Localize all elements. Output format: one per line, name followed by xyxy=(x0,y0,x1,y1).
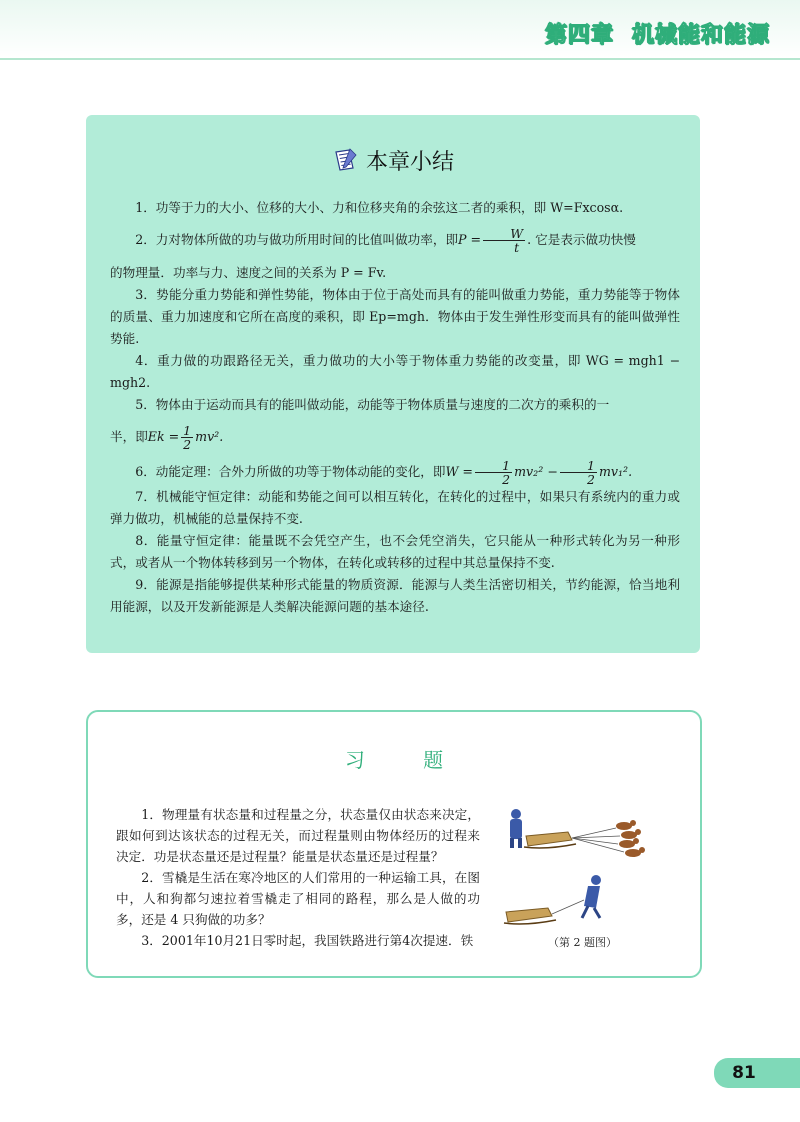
summary-item-2-text: 2．力对物体所做的功与做功所用时间的比值叫做功率，即 xyxy=(135,232,459,247)
notes-icon xyxy=(332,147,358,173)
theorem-formula-lhs: W = xyxy=(445,464,473,479)
summary-item-3: 3．势能分重力势能和弹性势能，物体由于位于高处而具有的能叫做重力势能，重力势能等于物体的质量、重力加速度和它所在高度的乘积，即 Ep=mgh．物体由于发生弹性形变而具有的能叫做弹性势能. xyxy=(110,287,680,346)
fraction-denominator: 2 xyxy=(587,472,595,487)
chapter-summary-box xyxy=(86,115,700,653)
fraction-numerator: 1 xyxy=(475,459,512,473)
sled-top-icon xyxy=(524,832,576,848)
chapter-number: 第四章 xyxy=(544,23,614,48)
theorem-formula-rhs: mv₁². xyxy=(598,464,633,479)
fraction-denominator: 2 xyxy=(183,437,192,452)
theorem-fraction-2 xyxy=(560,459,597,486)
exercise-question-3: 3．2001年10月21日零时起，我国铁路进行第4次提速．铁 xyxy=(141,933,474,948)
chapter-name: 机械能和能源 xyxy=(631,23,770,48)
exercises-box xyxy=(86,710,702,978)
sled-bottom-icon xyxy=(504,900,584,924)
fraction-denominator: t xyxy=(514,240,520,255)
summary-item-8: 8．能量守恒定律：能量既不会凭空产生，也不会凭空消失，它只能从一种形式转化为另一种形式，或者从一个物体转移到另一个物体，在转化或转移的过程中其总量保持不变. xyxy=(110,533,680,570)
summary-item-5-text: 半，即 xyxy=(110,429,148,444)
summary-item-7: 7．机械能守恒定律：动能和势能之间可以相互转化，在转化的过程中，如果只有系统内的重力或弹力做功，机械能的总量保持不变. xyxy=(110,489,680,526)
kinetic-formula-rhs: mv². xyxy=(195,429,224,444)
chapter-title xyxy=(545,18,770,49)
summary-item-6 xyxy=(110,459,680,486)
power-formula-lhs: P = xyxy=(458,232,482,247)
summary-heading xyxy=(86,145,700,176)
summary-item-5: 5．物体由于运动而具有的能叫做动能，动能等于物体质量与速度的二次方的乘积的一 xyxy=(135,397,610,412)
exercises-title: 习 题 xyxy=(344,748,470,772)
exercise-question-2: 2．雪橇是生活在寒冷地区的人们常用的一种运输工具，在图中，人和狗都匀速拉着雪橇走了相同的路程，那么是人做的功多，还是 4 只狗做的功多？ xyxy=(116,870,480,927)
person-pulling-icon xyxy=(582,875,601,918)
theorem-fraction-1 xyxy=(475,459,512,486)
theorem-formula-mid: mv₂² − xyxy=(514,464,558,479)
summary-item-5-cont xyxy=(110,424,680,451)
kinetic-fraction xyxy=(181,424,193,451)
fraction-numerator: W xyxy=(483,227,525,241)
fraction-denominator: 2 xyxy=(502,472,511,487)
summary-title-text: 本章小结 xyxy=(365,150,454,175)
person-standing-icon xyxy=(510,809,522,848)
summary-item-6-text: 6．动能定理：合外力所做的功等于物体动能的变化，即 xyxy=(135,464,446,479)
page-number: 81 xyxy=(732,1063,756,1083)
header-rule xyxy=(0,58,800,60)
summary-item-2 xyxy=(110,227,680,254)
sled-dogs-icon xyxy=(616,820,645,857)
tow-lines-icon xyxy=(572,828,624,852)
kinetic-formula-lhs: Ek = xyxy=(147,429,180,444)
fraction-numerator: 1 xyxy=(560,459,597,473)
summary-item-2-cont: 的物理量．功率与力、速度之间的关系为 P = Fv. xyxy=(110,265,387,280)
summary-item-9: 9．能源是指能够提供某种形式能量的物质资源．能源与人类生活密切相关，节约能源，恰当地利用能源，以及开发新能源是人类解决能源问题的基本途径. xyxy=(110,577,680,614)
exercise-question-1: 1．物理量有状态量和过程量之分，状态量仅由状态来决定，跟如何到达该状态的过程无关，而过程量则由物体经历的过程来决定．功是状态量还是过程量？能量是状态量还是过程量？ xyxy=(116,807,480,864)
summary-item-2-tail: . 它是表示做功快慢 xyxy=(527,232,636,247)
summary-body xyxy=(110,197,680,618)
summary-item-1: 1．功等于力的大小、位移的大小、力和位移夹角的余弦这二者的乘积，即 W=Fxcosα. xyxy=(135,200,624,215)
power-fraction xyxy=(483,227,525,254)
fraction-numerator: 1 xyxy=(183,423,192,438)
figure-caption: （第 2 题图） xyxy=(548,936,617,949)
exercises-body xyxy=(116,804,480,951)
summary-item-4: 4．重力做的功跟路径无关，重力做功的大小等于物体重力势能的改变量，即 WG = mgh1 − mgh2. xyxy=(110,353,680,390)
